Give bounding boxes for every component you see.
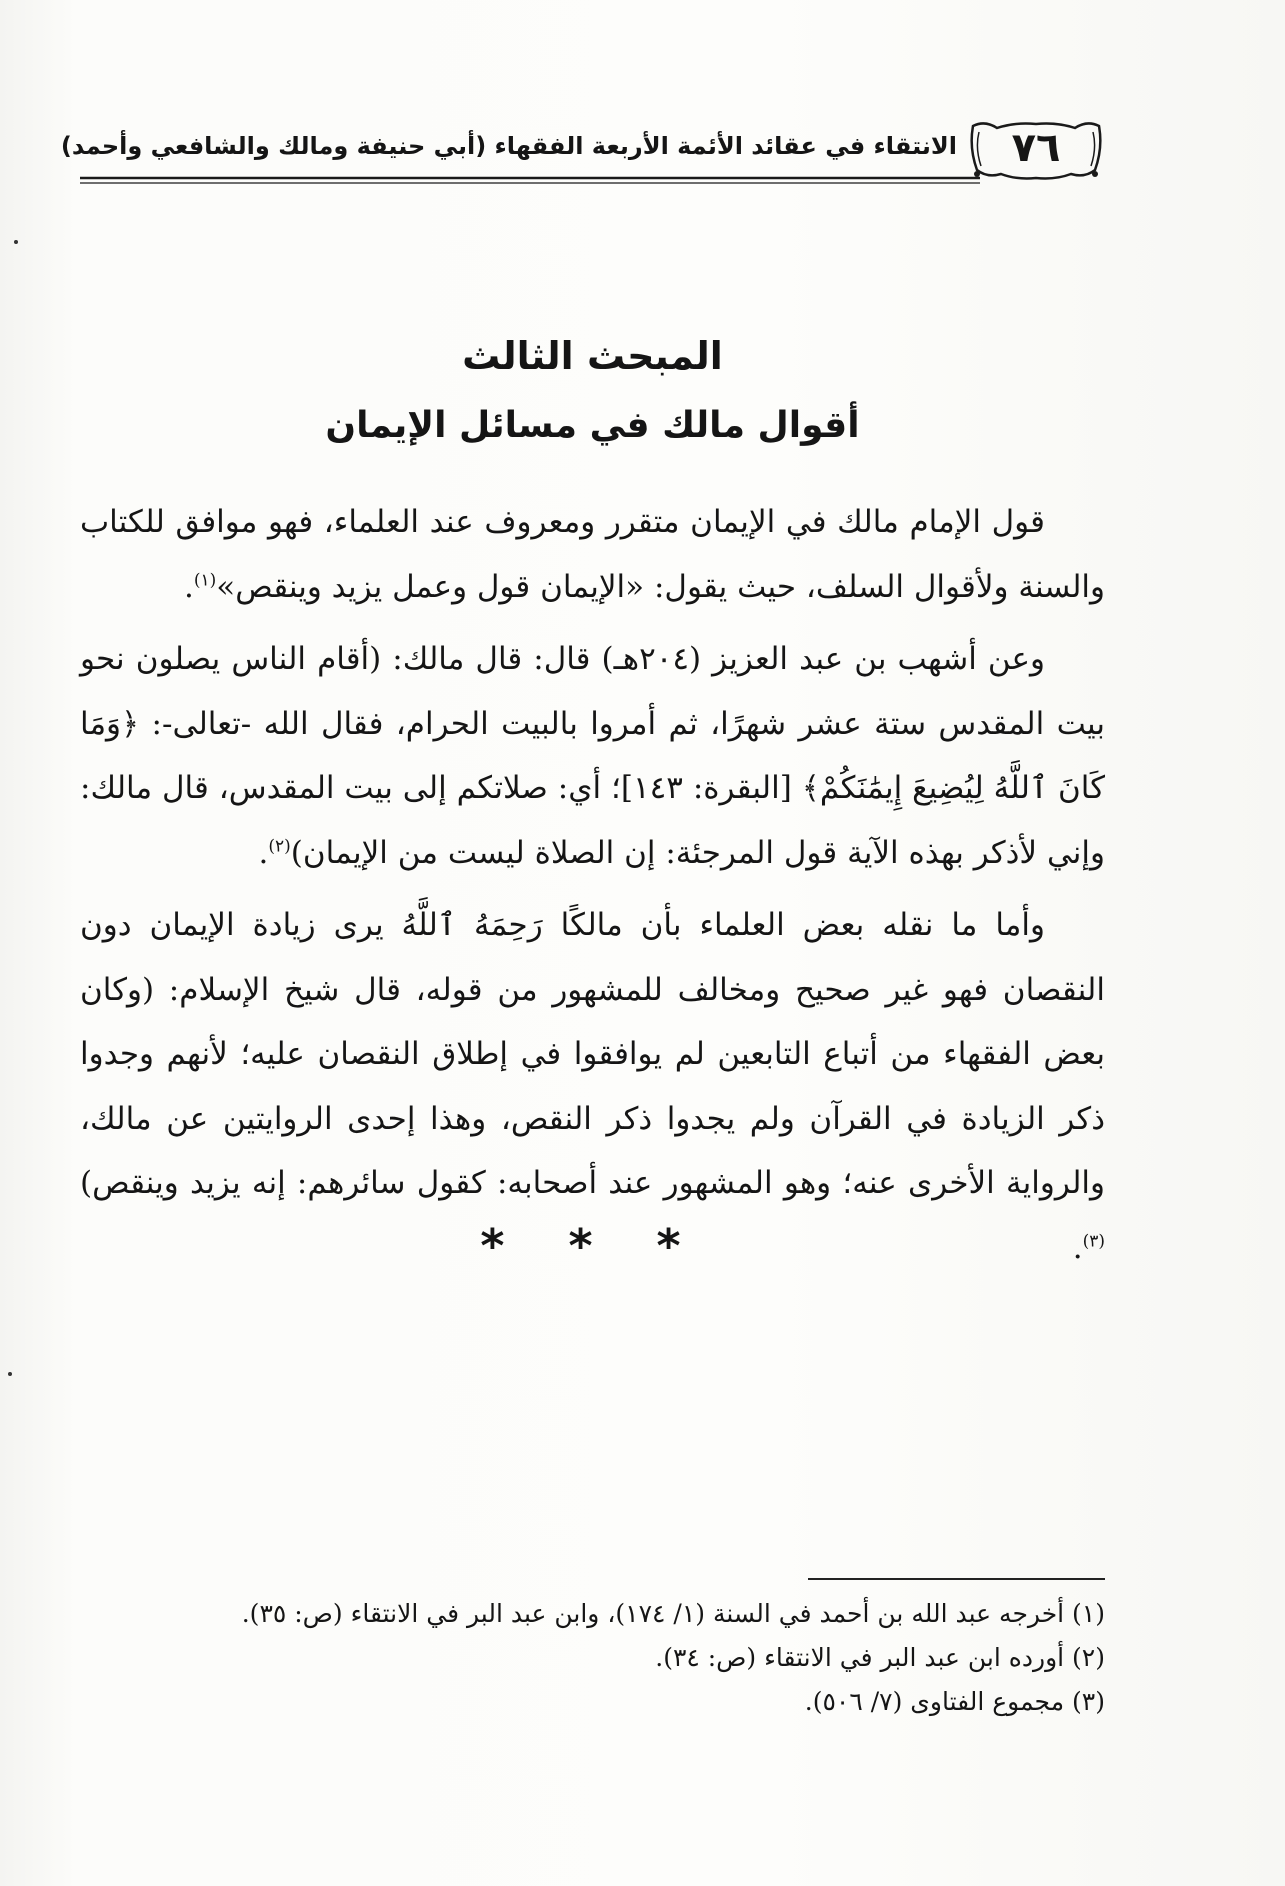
paragraph-text: وعن أشهب بن عبد العزيز (٢٠٤هـ) قال: قال مالك: (أقام الناس يصلون نحو بيت المقدس ستة عشر شهرًا، ثم أمروا بالبيت الحرام، فقال الله -تعالى-: ﴿وَمَا كَانَ ٱللَّهُ لِيُضِيعَ إِيمَٰنَكُمْ﴾ [البقرة: ١٤٣]؛ أي: صلاتكم إلى بيت المقدس، قال مالك: وإني لأذكر بهذه الآية قول المرجئة: إن الصلاة ليست من الإيمان) [80, 641, 1105, 871]
paragraph-text: وأما ما نقله بعض العلماء بأن مالكًا رَحِمَهُ ٱللَّهُ يرى زيادة الإيمان دون النقصان فهو غير صحيح ومخالف للمشهور من قوله، قال شيخ الإسلام: (وكان بعض الفقهاء من أتباع التابعين لم يوافقوا في إطلاق النقصان عليه؛ لأنهم وجدوا ذكر الزيادة في القرآن ولم يجدوا ذكر النقص، وهذا إحدى الروايتين عن مالك، والرواية الأخرى عنه؛ وهو المشهور عند أصحابه: كقول سائرهم: إنه يزيد وينقص) [80, 907, 1105, 1201]
footnote-divider [808, 1578, 1105, 1580]
paragraph-end: . [1072, 1229, 1083, 1266]
footnote-reference: (١) [193, 570, 217, 591]
footnote-reference: (٣) [1082, 1231, 1105, 1252]
running-header [60, 118, 1105, 188]
paragraph [80, 490, 1105, 619]
body-text [80, 490, 1105, 1288]
footnote: (٣) مجموع الفتاوى (٧/ ٥٠٦). [804, 1687, 1105, 1716]
footnotes [80, 1592, 1105, 1724]
footnote: (١) أخرجه عبد الله بن أحمد في السنة (١/ ١٧٤)، وابن عبد البر في الانتقاء (ص: ٣٥). [241, 1599, 1105, 1628]
section-subtitle: أقوال مالك في مسائل الإيمان [325, 405, 860, 446]
paragraph-text: قول الإمام مالك في الإيمان متقرر ومعروف عند العلماء، فهو موافق للكتاب والسنة ولأقوال السلف، حيث يقول: «الإيمان قول وعمل يزيد وينقص» [80, 504, 1105, 605]
section-separator: * * * [480, 1219, 705, 1273]
page-number: ٧٦ [1011, 125, 1061, 171]
header-rule [80, 176, 1105, 186]
scan-speck [8, 1372, 12, 1376]
running-header-title: الانتقاء في عقائد الأئمة الأربعة الفقهاء (أبي حنيفة ومالك والشافعي وأحمد) [60, 132, 957, 160]
footnote: (٢) أورده ابن عبد البر في الانتقاء (ص: ٣٤). [655, 1643, 1105, 1672]
paragraph-end: . [183, 568, 194, 605]
scan-speck [14, 240, 18, 244]
paragraph-end: . [258, 834, 269, 871]
paragraph [80, 627, 1105, 885]
section-title: المبحث الثالث [462, 334, 723, 378]
footnote-reference: (٢) [268, 836, 291, 857]
